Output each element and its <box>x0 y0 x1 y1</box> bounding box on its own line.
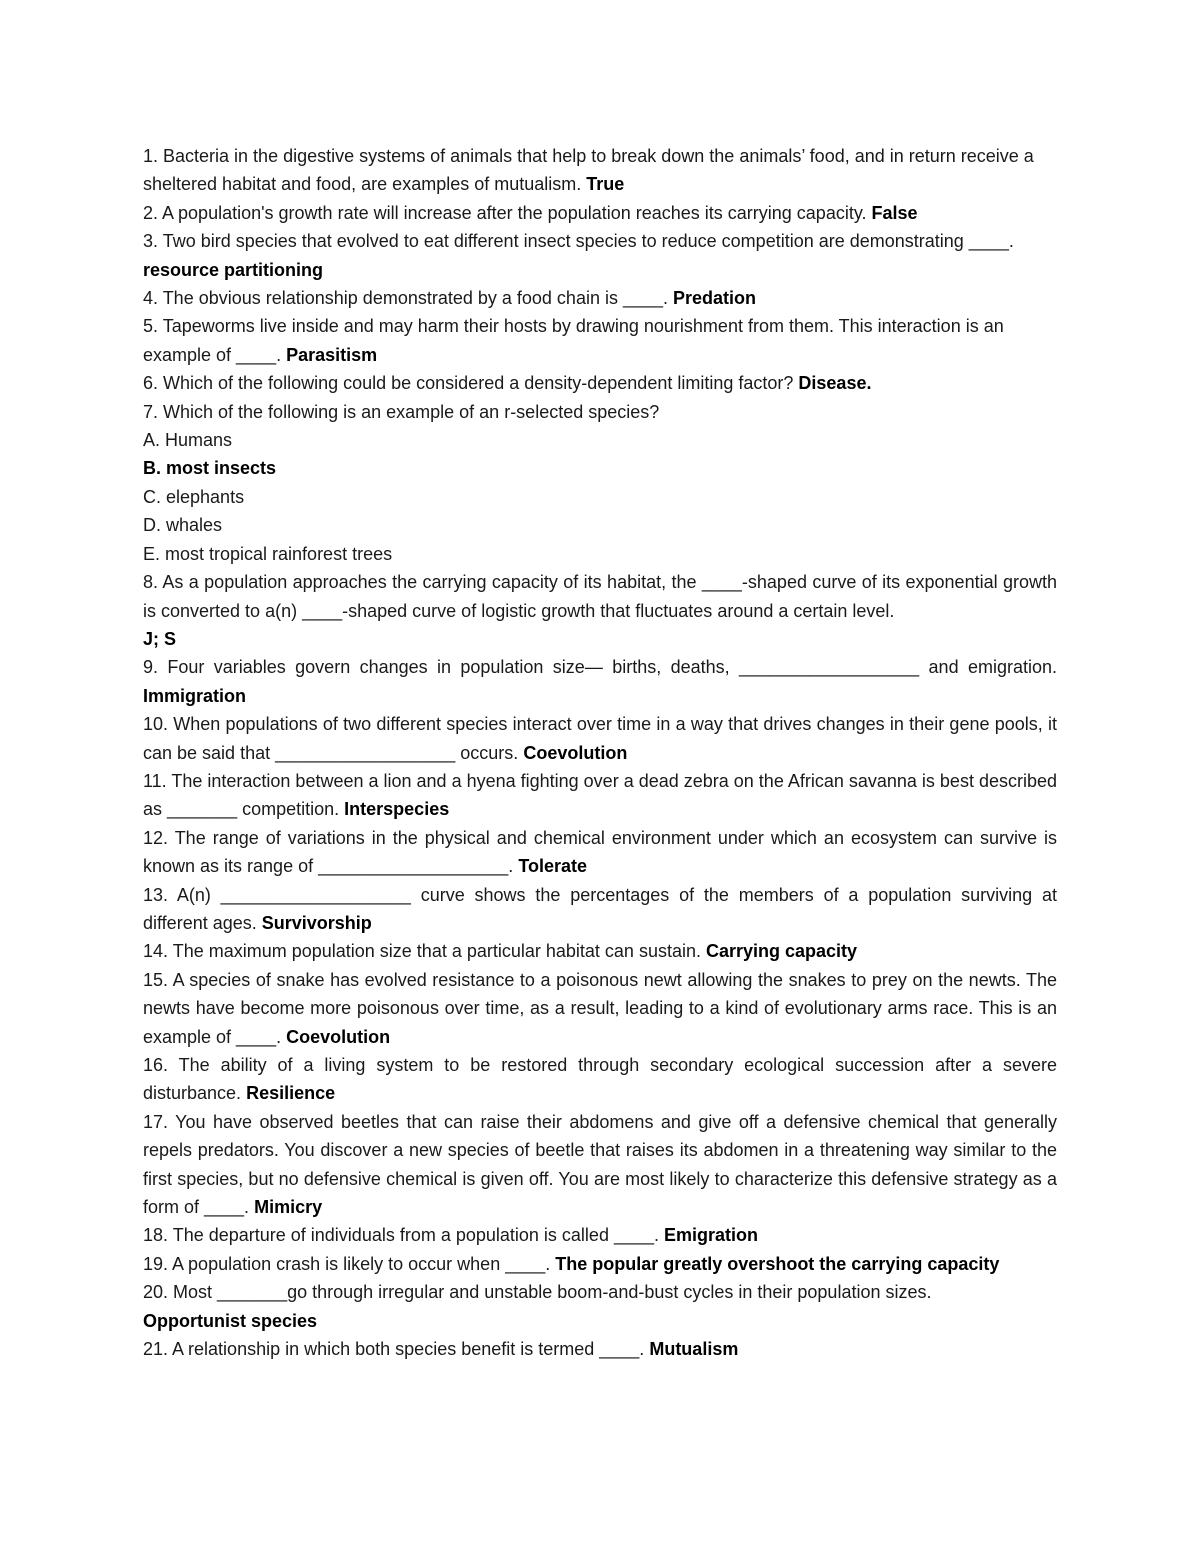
answer: Carrying capacity <box>706 941 858 962</box>
question-text: 9. Four variables govern changes in population size— births, deaths, __________________ and emigration. <box>143 657 1057 678</box>
question-3 <box>143 227 1057 284</box>
answer: Coevolution <box>286 1026 391 1047</box>
question-text: 5. Tapeworms live inside and may harm their hosts by drawing nourishment from them. This interaction is an example of ____. <box>143 316 1004 365</box>
question-text: 13. A(n) ___________________ curve shows the percentages of the members of a population surviving at different ages. <box>143 884 1057 933</box>
question-text: 18. The departure of individuals from a population is called ____. <box>143 1225 659 1246</box>
answer: resource partitioning <box>143 259 324 280</box>
question-10 <box>143 710 1057 767</box>
option-a: A. Humans <box>143 430 233 451</box>
question-text: 16. The ability of a living system to be restored through secondary ecological succession after a severe disturbance. <box>143 1055 1057 1104</box>
question-text: 1. Bacteria in the digestive systems of animals that help to break down the animals’ food, and in return receive a sheltered habitat and food, are examples of mutualism. <box>143 146 1034 195</box>
option-c: C. elephants <box>143 486 245 507</box>
question-text: 3. Two bird species that evolved to eat different insect species to reduce competition are demonstrating ____. <box>143 231 1014 252</box>
answer: Opportunist species <box>143 1310 318 1331</box>
question-text: 17. You have observed beetles that can raise their abdomens and give off a defensive chemical that generally repels predators. You discover a new species of beetle that raises its abdomen in a threatening way similar to the first species, but no defensive chemical is given off. You are most likely to characterize this defensive strategy as a form of ____. <box>143 1111 1057 1218</box>
answer: Mutualism <box>649 1339 739 1360</box>
question-text: 12. The range of variations in the physical and chemical environment under which an ecosystem can survive is known as its range of ___________________. <box>143 827 1057 877</box>
answer: Tolerate <box>518 856 588 877</box>
question-8: 8. As a population approaches the carrying capacity of its habitat, the ____-shaped curve of its exponential growth is converted to a(n) ____-shaped curve of logistic growth that fluctuates around a certain level. <box>143 572 1057 621</box>
answer: Resilience <box>246 1083 336 1104</box>
question-2 <box>143 199 1057 227</box>
option-d: D. whales <box>143 515 223 536</box>
option-b-answer: B. most insects <box>143 458 277 479</box>
question-12 <box>143 824 1057 881</box>
answer: False <box>871 202 918 223</box>
question-16 <box>143 1051 1057 1108</box>
question-text: 21. A relationship in which both species benefit is termed ____. <box>143 1339 645 1360</box>
answer: Immigration <box>143 685 247 706</box>
answer: Predation <box>673 288 757 309</box>
question-text: 2. A population's growth rate will increase after the population reaches its carrying capacity. <box>143 202 867 223</box>
answer: Emigration <box>664 1225 759 1246</box>
question-5 <box>143 312 1057 369</box>
answer: The popular greatly overshoot the carrying capacity <box>555 1253 1000 1274</box>
question-15 <box>143 966 1057 1051</box>
question-text: 4. The obvious relationship demonstrated by a food chain is ____. <box>143 288 669 309</box>
question-18 <box>143 1221 1057 1249</box>
question-text: 19. A population crash is likely to occur when ____. <box>143 1253 551 1274</box>
answer: Interspecies <box>344 799 450 820</box>
question-13 <box>143 881 1057 938</box>
question-text: 7. Which of the following is an example of an r-selected species? <box>143 401 660 422</box>
question-text: 14. The maximum population size that a particular habitat can sustain. <box>143 941 701 962</box>
option-e: E. most tropical rainforest trees <box>143 543 393 564</box>
question-4 <box>143 284 1057 312</box>
answer: True <box>586 174 625 195</box>
question-21 <box>143 1335 1057 1363</box>
answer: Disease. <box>798 373 872 394</box>
answer: J; S <box>143 628 177 649</box>
worksheet <box>143 142 1057 1363</box>
question-19 <box>143 1250 1057 1278</box>
question-17 <box>143 1108 1057 1222</box>
answer: Parasitism <box>286 344 378 365</box>
question-9 <box>143 653 1057 710</box>
question-1 <box>143 142 1057 199</box>
answer: Survivorship <box>261 912 372 933</box>
question-20: 20. Most _______go through irregular and unstable boom-and-bust cycles in their population sizes. <box>143 1282 932 1303</box>
question-text: 6. Which of the following could be considered a density-dependent limiting factor? <box>143 373 794 394</box>
question-14 <box>143 937 1057 965</box>
answer: Mimicry <box>254 1197 323 1218</box>
question-7 <box>143 398 1057 426</box>
question-text: 15. A species of snake has evolved resistance to a poisonous newt allowing the snakes to prey on the newts. The newts have become more poisonous over time, as a result, leading to a kind of evolutionary arms race. This is an example of ____. <box>143 969 1057 1047</box>
question-text: 10. When populations of two different species interact over time in a way that drives changes in their gene pools, it can be said that __________________ occurs. <box>143 714 1057 763</box>
question-6 <box>143 369 1057 397</box>
question-11 <box>143 767 1057 824</box>
answer: Coevolution <box>523 742 628 763</box>
question-text: 11. The interaction between a lion and a hyena fighting over a dead zebra on the African savanna is best described as _______ competition. <box>143 770 1057 820</box>
